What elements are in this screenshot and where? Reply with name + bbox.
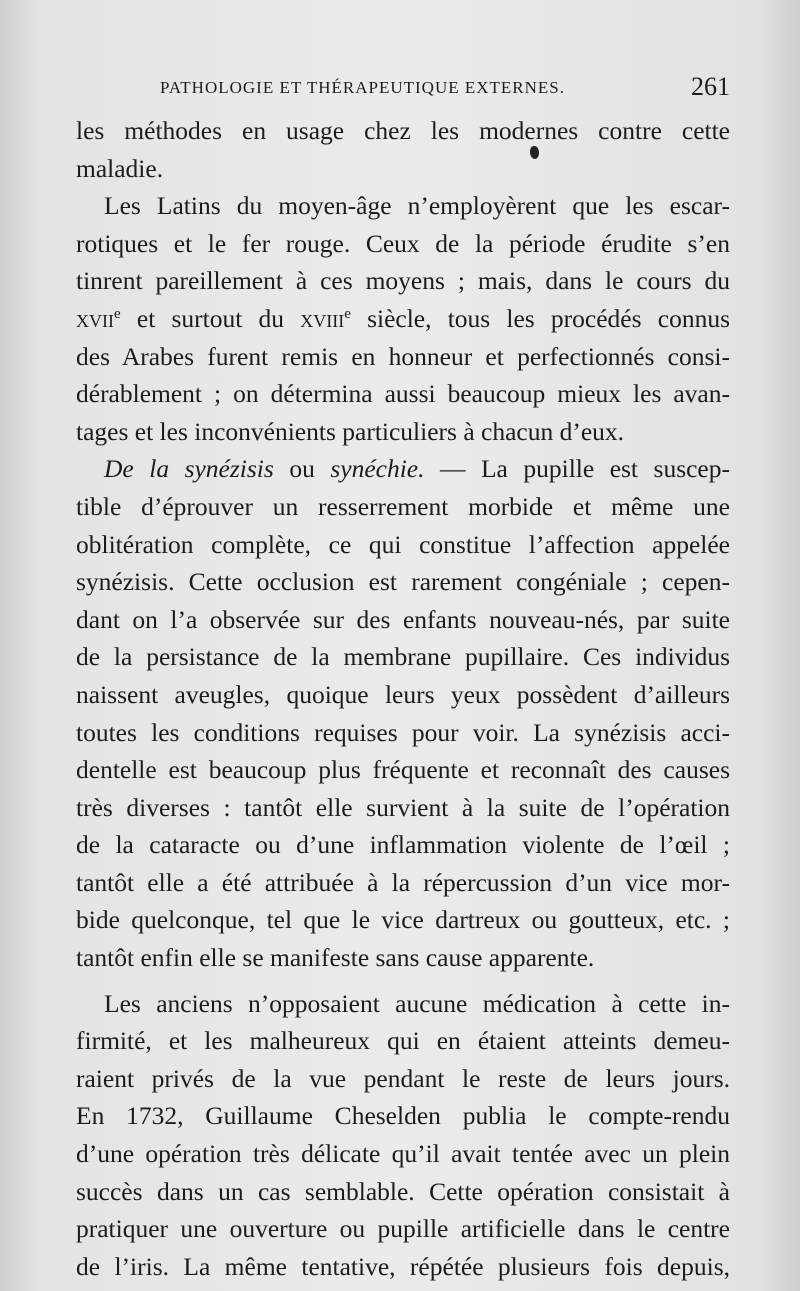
text-fragment: ou xyxy=(273,454,331,484)
text-line: des Arabes furent remis en honneur et perfectionnés consi- xyxy=(76,341,730,371)
text-line: tinrent pareillement à ces moyens ; mais, dans le cours du xyxy=(76,266,730,296)
text-line: les méthodes en usage chez les modernes contre cette xyxy=(76,116,730,145)
text-line: de l’iris. La même tentative, répétée plusieurs fois depuis, xyxy=(76,1251,730,1281)
text-line: dentelle est beaucoup plus fréquente et reconnaît des causes xyxy=(76,755,730,785)
text-line: tible d’éprouver un resserrement morbide et même une xyxy=(76,491,730,521)
text-line: tantôt enfin elle se manifeste sans cause apparente. xyxy=(76,943,595,973)
text-line: dérablement ; on détermina aussi beaucoup mieux les avan- xyxy=(76,379,730,409)
text-line xyxy=(76,300,730,338)
text-fragment: — La pupille est suscep- xyxy=(424,454,730,484)
text-line: En 1732, Guillaume Cheselden publia le compte-rendu xyxy=(76,1101,730,1131)
text-line: firmité, et les malheureux qui en étaient atteints demeu- xyxy=(76,1026,730,1056)
paragraph xyxy=(76,450,730,976)
text-line: oblitération complète, ce qui constitue l’affection appelée xyxy=(76,529,730,559)
text-line xyxy=(76,450,730,488)
text-line: d’une opération très délicate qu’il avait tentée avec un plein xyxy=(76,1139,730,1169)
text-line: toutes les conditions requises pour voir. La synézisis acci- xyxy=(76,717,730,747)
text-line: dant on l’a observée sur des enfants nouveau-nés, par suite xyxy=(76,604,730,634)
text-line: Les anciens n’opposaient aucune médication à cette in- xyxy=(104,988,730,1018)
text-fragment: et surtout du xyxy=(120,303,301,333)
text-line: de la cataracte ou d’une inflammation violente de l’œil ; xyxy=(76,830,730,860)
superscript: e xyxy=(344,305,351,322)
roman-numeral: xvii xyxy=(76,303,114,333)
paragraph xyxy=(76,985,730,1286)
italic-term: synéchie. xyxy=(330,454,425,484)
text-line: pratiquer une ouverture ou pupille artificielle dans le centre xyxy=(76,1214,730,1244)
page-number: 261 xyxy=(691,72,730,101)
body-text xyxy=(76,112,730,1285)
paragraph xyxy=(76,112,730,187)
text-line: succès dans un cas semblable. Cette opération consistait à xyxy=(76,1176,730,1206)
text-line: tages et les inconvénients particuliers à chacun d’eux. xyxy=(76,416,625,446)
text-line: bide quelconque, tel que le vice dartreux ou goutteux, etc. ; xyxy=(76,905,730,935)
text-line: raient privés de la vue pendant le reste de leurs jours. xyxy=(76,1063,730,1093)
italic-term: De la synézisis xyxy=(104,454,274,484)
text-line: très diverses : tantôt elle survient à la suite de l’opération xyxy=(76,792,730,822)
superscript: e xyxy=(114,305,121,322)
text-line: rotiques et le fer rouge. Ceux de la période érudite s’en xyxy=(76,228,730,258)
text-fragment: siècle, tous les procédés connus xyxy=(350,303,730,333)
text-line: synézisis. Cette occlusion est rarement congéniale ; cepen- xyxy=(76,567,730,597)
text-line: tantôt elle a été attribuée à la répercussion d’un vice mor- xyxy=(76,867,730,897)
roman-numeral: xviii xyxy=(300,303,345,333)
running-title: PATHOLOGIE ET THÉRAPEUTIQUE EXTERNES. xyxy=(160,78,566,97)
text-line: Les Latins du moyen-âge n’employèrent que les escar- xyxy=(104,191,730,221)
text-line: de la persistance de la membrane pupillaire. Ces individus xyxy=(76,642,730,672)
text-line: maladie. xyxy=(76,153,164,183)
paragraph xyxy=(76,187,730,450)
text-line: naissent aveugles, quoique leurs yeux possèdent d’ailleurs xyxy=(76,679,730,709)
